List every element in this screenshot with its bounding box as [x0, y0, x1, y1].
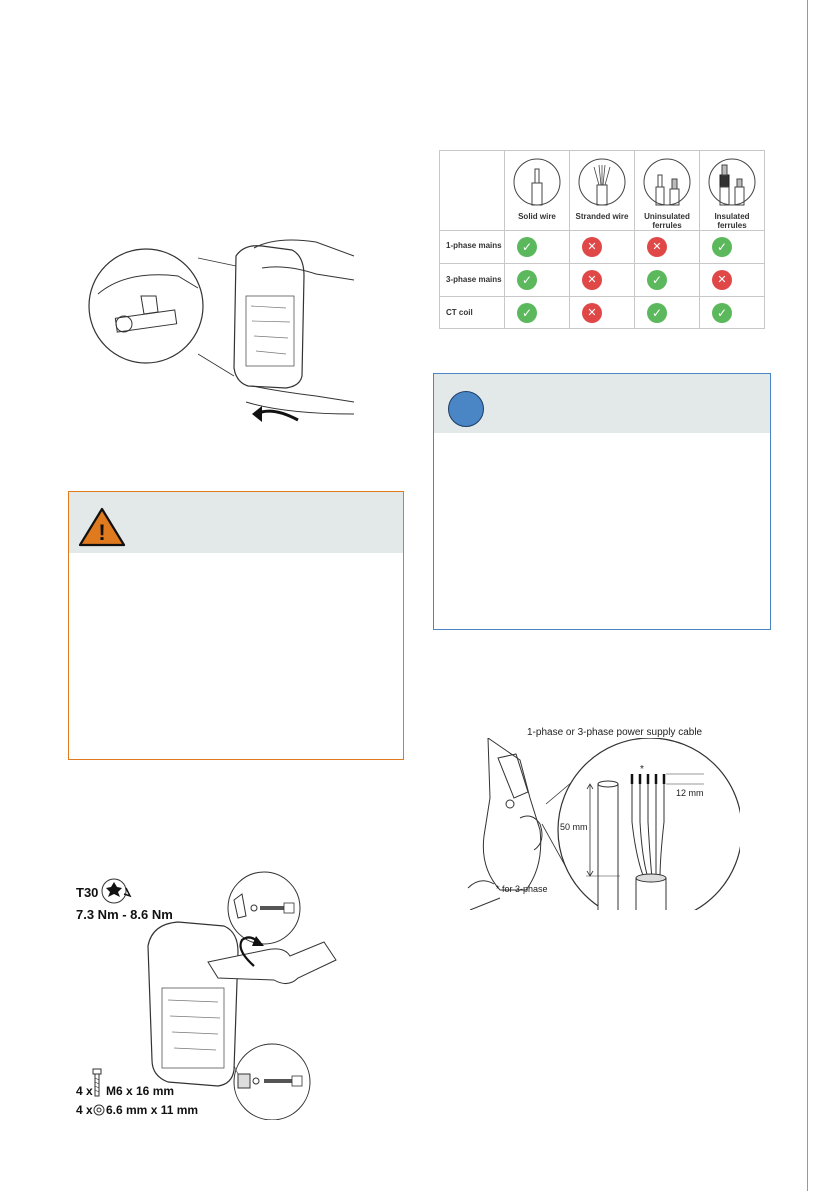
- screw-mounting-illustration: [138, 870, 338, 1120]
- col-header-uninsulated-ferrules: Uninsulated ferrules: [644, 212, 690, 230]
- warning-icon: [77, 506, 127, 548]
- check-icon: ✓: [647, 303, 667, 323]
- check-icon: ✓: [517, 237, 537, 257]
- check-icon: ✓: [712, 303, 732, 323]
- col-header-stranded-wire: Stranded wire: [575, 212, 629, 221]
- check-icon: ✓: [517, 303, 537, 323]
- info-header: [434, 374, 770, 433]
- cross-icon: ✕: [582, 237, 602, 257]
- info-callout: [433, 373, 771, 630]
- cable-figure-title: 1-phase or 3-phase power supply cable: [527, 727, 703, 738]
- cross-icon: ✕: [582, 303, 602, 323]
- warning-callout: [68, 491, 404, 760]
- screw-icon: [92, 1068, 102, 1098]
- check-icon: ✓: [647, 270, 667, 290]
- row-label-3-phase: 3-phase mains: [446, 275, 502, 284]
- washer-spec-label: 6.6 mm x 11 mm: [106, 1103, 199, 1117]
- warning-header: [69, 492, 403, 553]
- check-icon: ✓: [712, 237, 732, 257]
- cross-icon: ✕: [712, 270, 732, 290]
- cross-icon: ✕: [647, 237, 667, 257]
- check-icon: ✓: [517, 270, 537, 290]
- washer-qty-label: 4 x: [76, 1103, 93, 1117]
- insulated-ferrule-icon: [707, 157, 757, 207]
- stranded-wire-icon: [577, 157, 627, 207]
- screw-spec-label: M6 x 16 mm: [106, 1084, 175, 1098]
- warning-icon-glyph: !: [98, 520, 106, 545]
- torque-label: 7.3 Nm - 8.6 Nm: [76, 907, 173, 922]
- torx-icon: [100, 876, 132, 906]
- wire-type-table: [439, 150, 765, 329]
- open-cover-illustration: [86, 236, 356, 436]
- dim-50-label: 50 mm: [560, 822, 588, 832]
- col-header-solid-wire: Solid wire: [518, 212, 556, 221]
- cable-footnote: * for 3-phase: [496, 884, 548, 894]
- page-edge-rule: [807, 0, 808, 1191]
- info-icon: [448, 391, 484, 427]
- screw-qty-label: 4 x: [76, 1084, 93, 1098]
- row-label-1-phase: 1-phase mains: [446, 241, 502, 250]
- solid-wire-icon: [512, 157, 562, 207]
- star-marker: *: [640, 764, 644, 775]
- cross-icon: ✕: [582, 270, 602, 290]
- uninsulated-ferrule-icon: [642, 157, 692, 207]
- col-header-insulated-ferrules: Insulated ferrules: [714, 212, 750, 230]
- washer-icon: [93, 1104, 105, 1116]
- row-label-ct-coil: CT coil: [446, 308, 473, 317]
- dim-12-label: 12 mm: [676, 788, 704, 798]
- tool-label: T30: [76, 885, 99, 900]
